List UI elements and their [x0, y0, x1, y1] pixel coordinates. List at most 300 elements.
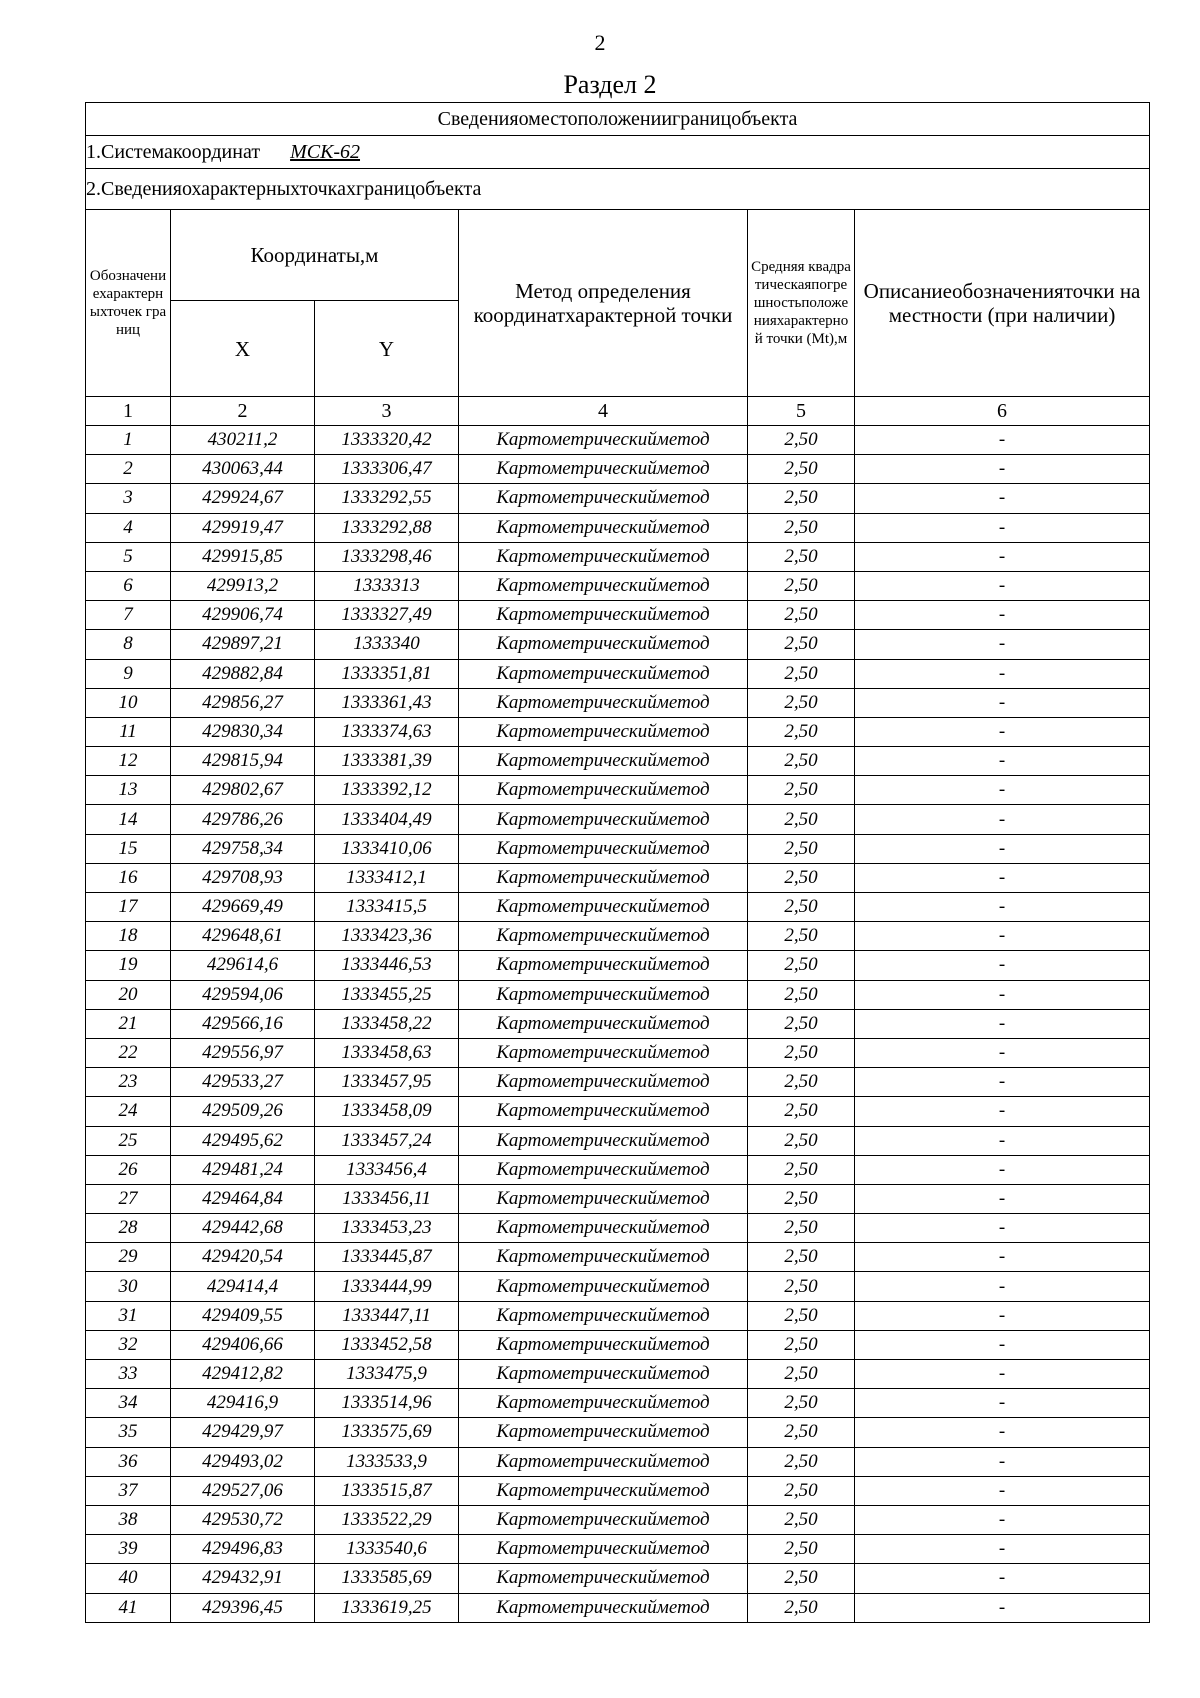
coord-y-cell: 1333410,06 [315, 834, 459, 863]
method-cell: Картометрическийметод [459, 1418, 748, 1447]
coord-x-cell: 429897,21 [171, 630, 315, 659]
coord-x-cell: 429648,61 [171, 922, 315, 951]
method-cell: Картометрическийметод [459, 980, 748, 1009]
point-number-cell: 16 [86, 863, 171, 892]
coord-system-row [86, 136, 1150, 169]
coord-y-cell: 1333412,1 [315, 863, 459, 892]
point-number-cell: 40 [86, 1564, 171, 1593]
point-number-cell: 37 [86, 1476, 171, 1505]
method-cell: Картометрическийметод [459, 1301, 748, 1330]
coord-y-cell: 1333585,69 [315, 1564, 459, 1593]
coord-y-cell: 1333458,09 [315, 1097, 459, 1126]
points-label: 2.Сведенияохарактерныхточкахграницобъекта [86, 169, 1150, 210]
method-cell: Картометрическийметод [459, 1155, 748, 1184]
point-number-cell: 11 [86, 717, 171, 746]
coord-x-cell: 429496,83 [171, 1535, 315, 1564]
description-cell: - [855, 571, 1150, 600]
table-row [86, 513, 1150, 542]
table-row [86, 1155, 1150, 1184]
method-cell: Картометрическийметод [459, 951, 748, 980]
mean-error-cell: 2,50 [748, 747, 855, 776]
table-row [86, 1360, 1150, 1389]
method-cell: Картометрическийметод [459, 776, 748, 805]
description-cell: - [855, 1476, 1150, 1505]
table-row [86, 630, 1150, 659]
method-cell: Картометрическийметод [459, 1009, 748, 1038]
method-cell: Картометрическийметод [459, 893, 748, 922]
column-numbers-row [86, 397, 1150, 426]
description-cell: - [855, 1593, 1150, 1622]
description-cell: - [855, 1505, 1150, 1534]
coord-y-cell: 1333458,22 [315, 1009, 459, 1038]
coord-y-cell: 1333415,5 [315, 893, 459, 922]
coord-y-cell: 1333327,49 [315, 601, 459, 630]
coord-x-cell: 429442,68 [171, 1214, 315, 1243]
header-description: Описаниеобозначенияточки на местности (при наличии) [855, 210, 1150, 397]
table-row [86, 1330, 1150, 1359]
coord-x-cell: 429856,27 [171, 688, 315, 717]
point-number-cell: 35 [86, 1418, 171, 1447]
coord-x-cell: 429708,93 [171, 863, 315, 892]
column-number: 1 [86, 397, 171, 426]
coord-y-cell: 1333456,11 [315, 1184, 459, 1213]
method-cell: Картометрическийметод [459, 922, 748, 951]
table-row [86, 688, 1150, 717]
coord-y-cell: 1333447,11 [315, 1301, 459, 1330]
coord-x-cell: 429802,67 [171, 776, 315, 805]
method-cell: Картометрическийметод [459, 1038, 748, 1067]
coord-y-cell: 1333458,63 [315, 1038, 459, 1067]
table-row [86, 1476, 1150, 1505]
coord-y-cell: 1333575,69 [315, 1418, 459, 1447]
header-x: X [171, 301, 315, 397]
table-row [86, 1184, 1150, 1213]
mean-error-cell: 2,50 [748, 1009, 855, 1038]
method-cell: Картометрическийметод [459, 1476, 748, 1505]
coord-y-cell: 1333445,87 [315, 1243, 459, 1272]
method-cell: Картометрическийметод [459, 805, 748, 834]
mean-error-cell: 2,50 [748, 805, 855, 834]
point-number-cell: 24 [86, 1097, 171, 1126]
coord-x-cell: 430063,44 [171, 455, 315, 484]
method-cell: Картометрическийметод [459, 1535, 748, 1564]
mean-error-cell: 2,50 [748, 513, 855, 542]
mean-error-cell: 2,50 [748, 717, 855, 746]
table-row [86, 863, 1150, 892]
description-cell: - [855, 776, 1150, 805]
point-number-cell: 34 [86, 1389, 171, 1418]
method-cell: Картометрическийметод [459, 659, 748, 688]
description-cell: - [855, 542, 1150, 571]
point-number-cell: 10 [86, 688, 171, 717]
point-number-cell: 26 [86, 1155, 171, 1184]
mean-error-cell: 2,50 [748, 1243, 855, 1272]
mean-error-cell: 2,50 [748, 1272, 855, 1301]
table-row [86, 1243, 1150, 1272]
mean-error-cell: 2,50 [748, 1097, 855, 1126]
coord-x-cell: 429882,84 [171, 659, 315, 688]
mean-error-cell: 2,50 [748, 688, 855, 717]
column-number: 3 [315, 397, 459, 426]
method-cell: Картометрическийметод [459, 630, 748, 659]
coord-y-cell: 1333423,36 [315, 922, 459, 951]
coord-y-cell: 1333533,9 [315, 1447, 459, 1476]
table-row [86, 776, 1150, 805]
coord-x-cell: 429614,6 [171, 951, 315, 980]
coord-x-cell: 429414,4 [171, 1272, 315, 1301]
point-number-cell: 30 [86, 1272, 171, 1301]
point-number-cell: 29 [86, 1243, 171, 1272]
method-cell: Картометрическийметод [459, 1505, 748, 1534]
coord-x-cell: 429495,62 [171, 1126, 315, 1155]
table-row [86, 484, 1150, 513]
point-number-cell: 7 [86, 601, 171, 630]
table-row [86, 1301, 1150, 1330]
point-number-cell: 17 [86, 893, 171, 922]
point-number-cell: 14 [86, 805, 171, 834]
boundary-points-table [85, 102, 1150, 1623]
point-number-cell: 38 [86, 1505, 171, 1534]
header-y: Y [315, 301, 459, 397]
description-cell: - [855, 1038, 1150, 1067]
method-cell: Картометрическийметод [459, 1097, 748, 1126]
method-cell: Картометрическийметод [459, 513, 748, 542]
coord-x-cell: 429432,91 [171, 1564, 315, 1593]
description-cell: - [855, 1564, 1150, 1593]
method-cell: Картометрическийметод [459, 571, 748, 600]
coord-y-cell: 1333619,25 [315, 1593, 459, 1622]
mean-error-cell: 2,50 [748, 1389, 855, 1418]
column-number: 6 [855, 397, 1150, 426]
point-number-cell: 22 [86, 1038, 171, 1067]
method-cell: Картометрическийметод [459, 1447, 748, 1476]
description-cell: - [855, 1360, 1150, 1389]
table-row [86, 893, 1150, 922]
coord-x-cell: 429527,06 [171, 1476, 315, 1505]
header-coordinates: Координаты,м [171, 210, 459, 301]
table-row [86, 1564, 1150, 1593]
coord-y-cell: 1333313 [315, 571, 459, 600]
mean-error-cell: 2,50 [748, 1593, 855, 1622]
coord-x-cell: 429556,97 [171, 1038, 315, 1067]
description-cell: - [855, 688, 1150, 717]
mean-error-cell: 2,50 [748, 601, 855, 630]
point-number-cell: 27 [86, 1184, 171, 1213]
table-row [86, 542, 1150, 571]
mean-error-cell: 2,50 [748, 1447, 855, 1476]
mean-error-cell: 2,50 [748, 571, 855, 600]
point-number-cell: 21 [86, 1009, 171, 1038]
coord-x-cell: 429420,54 [171, 1243, 315, 1272]
table-row [86, 426, 1150, 455]
coord-y-cell: 1333453,23 [315, 1214, 459, 1243]
coord-x-cell: 429924,67 [171, 484, 315, 513]
coord-y-cell: 1333381,39 [315, 747, 459, 776]
table-row [86, 1447, 1150, 1476]
header-mean-error: Средняя квадратическаяпогрешностьположенияхарактерной точки (Mt),м [748, 210, 855, 397]
mean-error-cell: 2,50 [748, 1564, 855, 1593]
description-cell: - [855, 922, 1150, 951]
coord-x-cell: 429566,16 [171, 1009, 315, 1038]
description-cell: - [855, 1301, 1150, 1330]
description-cell: - [855, 484, 1150, 513]
coord-x-cell: 429533,27 [171, 1068, 315, 1097]
table-row [86, 717, 1150, 746]
table-row [86, 747, 1150, 776]
description-cell: - [855, 1535, 1150, 1564]
coord-system-label: 1.Системакоординат [86, 140, 261, 163]
coord-y-cell: 1333340 [315, 630, 459, 659]
coord-y-cell: 1333515,87 [315, 1476, 459, 1505]
table-row [86, 455, 1150, 484]
point-number-cell: 28 [86, 1214, 171, 1243]
description-cell: - [855, 893, 1150, 922]
mean-error-cell: 2,50 [748, 1360, 855, 1389]
method-cell: Картометрическийметод [459, 717, 748, 746]
table-row [86, 1535, 1150, 1564]
point-number-cell: 8 [86, 630, 171, 659]
mean-error-cell: 2,50 [748, 1038, 855, 1067]
table-row [86, 922, 1150, 951]
coord-x-cell: 429412,82 [171, 1360, 315, 1389]
mean-error-cell: 2,50 [748, 922, 855, 951]
mean-error-cell: 2,50 [748, 659, 855, 688]
coord-x-cell: 430211,2 [171, 426, 315, 455]
column-number: 5 [748, 397, 855, 426]
mean-error-cell: 2,50 [748, 1155, 855, 1184]
method-cell: Картометрическийметод [459, 747, 748, 776]
method-cell: Картометрическийметод [459, 1068, 748, 1097]
coord-y-cell: 1333456,4 [315, 1155, 459, 1184]
point-number-cell: 39 [86, 1535, 171, 1564]
coord-x-cell: 429429,97 [171, 1418, 315, 1447]
description-cell: - [855, 747, 1150, 776]
mean-error-cell: 2,50 [748, 863, 855, 892]
method-cell: Картометрическийметод [459, 863, 748, 892]
table-row [86, 1272, 1150, 1301]
mean-error-cell: 2,50 [748, 1214, 855, 1243]
mean-error-cell: 2,50 [748, 542, 855, 571]
point-number-cell: 33 [86, 1360, 171, 1389]
method-cell: Картометрическийметод [459, 1272, 748, 1301]
table-row [86, 1418, 1150, 1447]
description-cell: - [855, 1068, 1150, 1097]
coord-y-cell: 1333514,96 [315, 1389, 459, 1418]
description-cell: - [855, 1243, 1150, 1272]
method-cell: Картометрическийметод [459, 1389, 748, 1418]
mean-error-cell: 2,50 [748, 426, 855, 455]
coord-y-cell: 1333292,55 [315, 484, 459, 513]
method-cell: Картометрическийметод [459, 1184, 748, 1213]
method-cell: Картометрическийметод [459, 1360, 748, 1389]
column-number: 2 [171, 397, 315, 426]
point-number-cell: 2 [86, 455, 171, 484]
mean-error-cell: 2,50 [748, 951, 855, 980]
method-cell: Картометрическийметод [459, 484, 748, 513]
mean-error-cell: 2,50 [748, 630, 855, 659]
coord-x-cell: 429786,26 [171, 805, 315, 834]
table-row [86, 805, 1150, 834]
method-cell: Картометрическийметод [459, 1214, 748, 1243]
point-number-cell: 13 [86, 776, 171, 805]
method-cell: Картометрическийметод [459, 1330, 748, 1359]
point-number-cell: 36 [86, 1447, 171, 1476]
mean-error-cell: 2,50 [748, 1476, 855, 1505]
coord-x-cell: 429493,02 [171, 1447, 315, 1476]
coord-x-cell: 429830,34 [171, 717, 315, 746]
description-cell: - [855, 1447, 1150, 1476]
table-row [86, 1593, 1150, 1622]
coord-x-cell: 429530,72 [171, 1505, 315, 1534]
coord-y-cell: 1333374,63 [315, 717, 459, 746]
header-designation: Обозначениехарактерныхточек границ [86, 210, 171, 397]
method-cell: Картометрическийметод [459, 1243, 748, 1272]
description-cell: - [855, 805, 1150, 834]
description-cell: - [855, 659, 1150, 688]
coord-x-cell: 429594,06 [171, 980, 315, 1009]
coord-y-cell: 1333298,46 [315, 542, 459, 571]
point-number-cell: 12 [86, 747, 171, 776]
table-row [86, 1126, 1150, 1155]
coord-y-cell: 1333475,9 [315, 1360, 459, 1389]
description-cell: - [855, 951, 1150, 980]
description-cell: - [855, 601, 1150, 630]
mean-error-cell: 2,50 [748, 1505, 855, 1534]
coord-y-cell: 1333457,95 [315, 1068, 459, 1097]
mean-error-cell: 2,50 [748, 1126, 855, 1155]
table-row [86, 1389, 1150, 1418]
section-title: Раздел 2 [563, 70, 657, 99]
description-cell: - [855, 455, 1150, 484]
description-cell: - [855, 1097, 1150, 1126]
method-cell: Картометрическийметод [459, 1126, 748, 1155]
description-cell: - [855, 1330, 1150, 1359]
description-cell: - [855, 426, 1150, 455]
mean-error-cell: 2,50 [748, 484, 855, 513]
table-row [86, 1505, 1150, 1534]
mean-error-cell: 2,50 [748, 1301, 855, 1330]
point-number-cell: 23 [86, 1068, 171, 1097]
point-number-cell: 5 [86, 542, 171, 571]
coord-y-cell: 1333306,47 [315, 455, 459, 484]
coord-y-cell: 1333452,58 [315, 1330, 459, 1359]
coord-y-cell: 1333351,81 [315, 659, 459, 688]
coord-y-cell: 1333444,99 [315, 1272, 459, 1301]
coord-system-value: МСК-62 [290, 140, 361, 163]
coord-y-cell: 1333392,12 [315, 776, 459, 805]
column-number: 4 [459, 397, 748, 426]
coord-x-cell: 429919,47 [171, 513, 315, 542]
mean-error-cell: 2,50 [748, 1068, 855, 1097]
point-number-cell: 19 [86, 951, 171, 980]
method-cell: Картометрическийметод [459, 542, 748, 571]
point-number-cell: 1 [86, 426, 171, 455]
method-cell: Картометрическийметод [459, 834, 748, 863]
table-row [86, 601, 1150, 630]
description-cell: - [855, 630, 1150, 659]
coord-x-cell: 429481,24 [171, 1155, 315, 1184]
header-method: Метод определения координатхарактерной точки [459, 210, 748, 397]
coord-x-cell: 429509,26 [171, 1097, 315, 1126]
description-cell: - [855, 834, 1150, 863]
description-cell: - [855, 1009, 1150, 1038]
method-cell: Картометрическийметод [459, 426, 748, 455]
coord-x-cell: 429409,55 [171, 1301, 315, 1330]
coord-x-cell: 429396,45 [171, 1593, 315, 1622]
coord-y-cell: 1333540,6 [315, 1535, 459, 1564]
description-cell: - [855, 1418, 1150, 1447]
description-cell: - [855, 1184, 1150, 1213]
coord-y-cell: 1333457,24 [315, 1126, 459, 1155]
coord-y-cell: 1333292,88 [315, 513, 459, 542]
point-number-cell: 20 [86, 980, 171, 1009]
mean-error-cell: 2,50 [748, 834, 855, 863]
coord-x-cell: 429815,94 [171, 747, 315, 776]
point-number-cell: 9 [86, 659, 171, 688]
coord-x-cell: 429915,85 [171, 542, 315, 571]
coord-y-cell: 1333455,25 [315, 980, 459, 1009]
coord-x-cell: 429464,84 [171, 1184, 315, 1213]
page-number: 2 [594, 30, 606, 55]
coord-y-cell: 1333522,29 [315, 1505, 459, 1534]
table-row [86, 951, 1150, 980]
coord-x-cell: 429669,49 [171, 893, 315, 922]
method-cell: Картометрическийметод [459, 1593, 748, 1622]
table-row [86, 1097, 1150, 1126]
description-cell: - [855, 863, 1150, 892]
mean-error-cell: 2,50 [748, 1418, 855, 1447]
mean-error-cell: 2,50 [748, 455, 855, 484]
mean-error-cell: 2,50 [748, 1535, 855, 1564]
mean-error-cell: 2,50 [748, 980, 855, 1009]
coord-x-cell: 429913,2 [171, 571, 315, 600]
mean-error-cell: 2,50 [748, 1330, 855, 1359]
coord-y-cell: 1333320,42 [315, 426, 459, 455]
coord-y-cell: 1333446,53 [315, 951, 459, 980]
table-row [86, 1068, 1150, 1097]
method-cell: Картометрическийметод [459, 455, 748, 484]
mean-error-cell: 2,50 [748, 893, 855, 922]
coord-x-cell: 429406,66 [171, 1330, 315, 1359]
point-number-cell: 3 [86, 484, 171, 513]
mean-error-cell: 2,50 [748, 776, 855, 805]
table-row [86, 1009, 1150, 1038]
description-cell: - [855, 513, 1150, 542]
table-row [86, 834, 1150, 863]
coord-y-cell: 1333404,49 [315, 805, 459, 834]
table-row [86, 659, 1150, 688]
point-number-cell: 4 [86, 513, 171, 542]
method-cell: Картометрическийметод [459, 1564, 748, 1593]
description-cell: - [855, 717, 1150, 746]
mean-error-cell: 2,50 [748, 1184, 855, 1213]
description-cell: - [855, 1155, 1150, 1184]
method-cell: Картометрическийметод [459, 601, 748, 630]
table-row [86, 980, 1150, 1009]
point-number-cell: 32 [86, 1330, 171, 1359]
table-row [86, 571, 1150, 600]
table-row [86, 1214, 1150, 1243]
coord-x-cell: 429758,34 [171, 834, 315, 863]
description-cell: - [855, 1272, 1150, 1301]
coord-x-cell: 429416,9 [171, 1389, 315, 1418]
point-number-cell: 18 [86, 922, 171, 951]
description-cell: - [855, 1214, 1150, 1243]
description-cell: - [855, 980, 1150, 1009]
point-number-cell: 6 [86, 571, 171, 600]
point-number-cell: 25 [86, 1126, 171, 1155]
point-number-cell: 31 [86, 1301, 171, 1330]
